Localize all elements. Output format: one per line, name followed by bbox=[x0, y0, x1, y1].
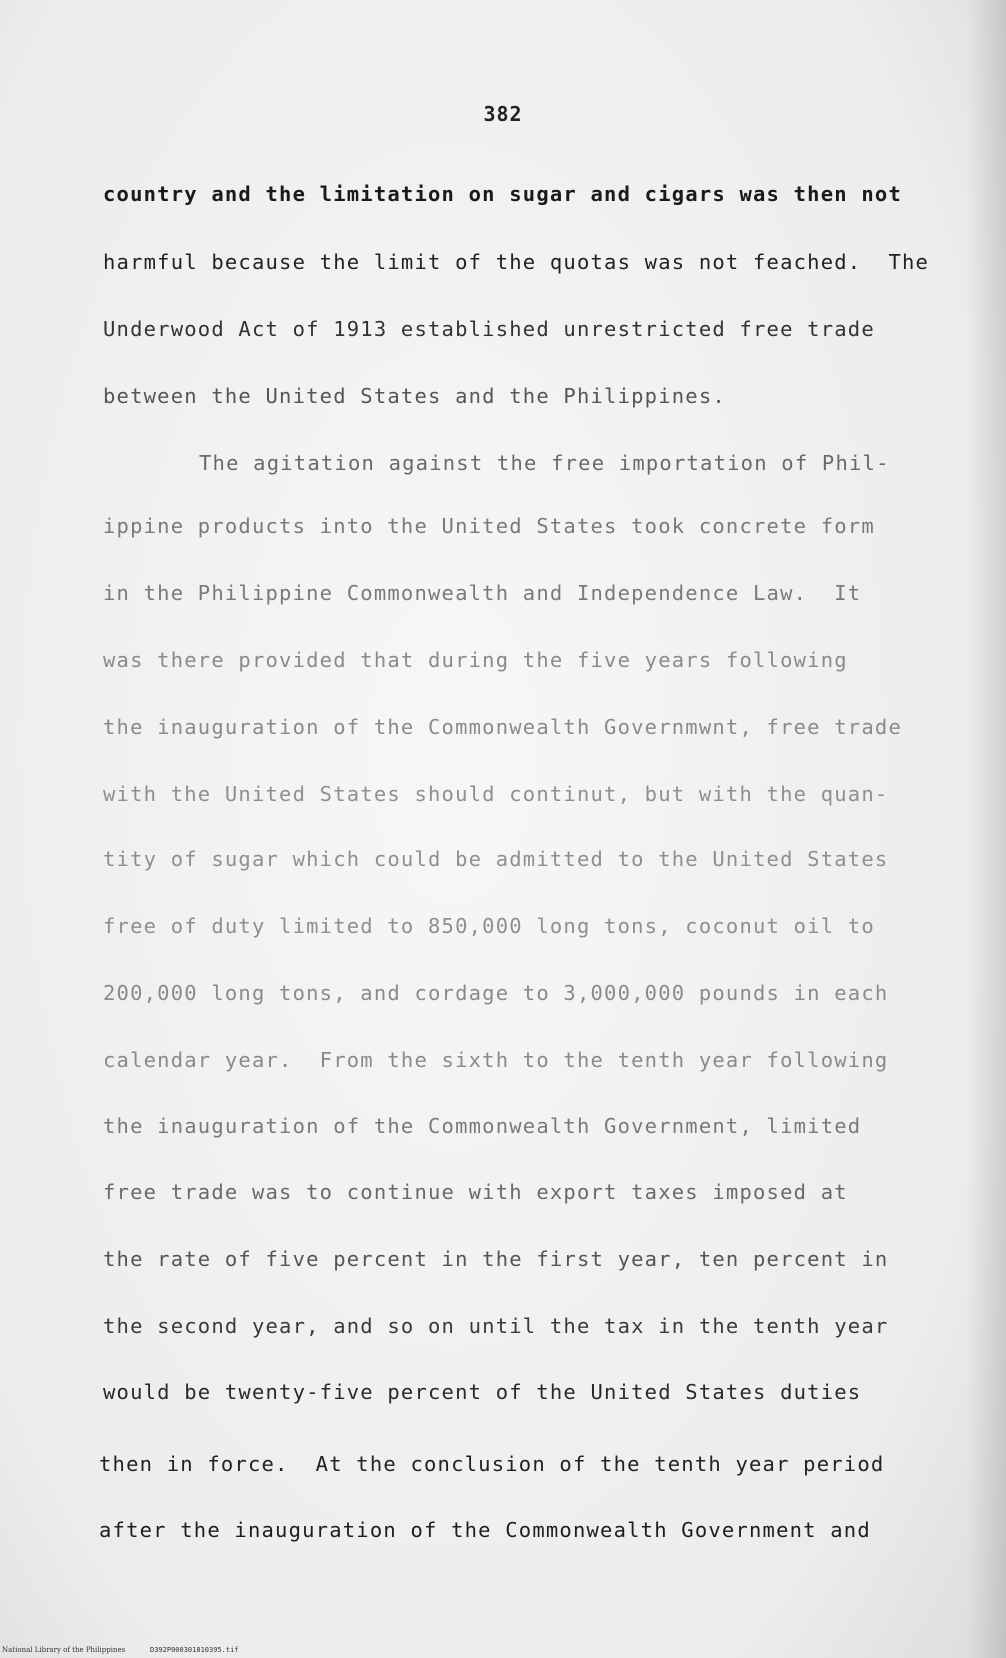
text-line: the rate of five percent in the first year, ten percent in bbox=[103, 1247, 889, 1271]
text-line: the inauguration of the Commonwealth Government, limited bbox=[103, 1114, 862, 1138]
text-line: calendar year. From the sixth to the tenth year following bbox=[103, 1048, 889, 1072]
text-line: with the United States should continut, but with the quan- bbox=[103, 782, 889, 806]
text-line: would be twenty-five percent of the United States duties bbox=[103, 1380, 862, 1404]
text-line: harmful because the limit of the quotas was not feached. The bbox=[103, 250, 930, 274]
text-line: ippine products into the United States took concrete form bbox=[103, 514, 875, 538]
page-number: 382 bbox=[483, 102, 523, 126]
text-line: in the Philippine Commonwealth and Independence Law. It bbox=[103, 581, 862, 605]
text-line: the second year, and so on until the tax in the tenth year bbox=[103, 1314, 889, 1338]
text-line: then in force. At the conclusion of the tenth year period bbox=[99, 1452, 885, 1476]
text-line: 200,000 long tons, and cordage to 3,000,000 pounds in each bbox=[103, 981, 889, 1005]
text-line: tity of sugar which could be admitted to the United States bbox=[103, 847, 889, 871]
text-line: country and the limitation on sugar and cigars was then not bbox=[103, 182, 902, 206]
text-line: Underwood Act of 1913 established unrestricted free trade bbox=[103, 317, 875, 341]
text-line: after the inauguration of the Commonwealth Government and bbox=[99, 1518, 871, 1542]
text-line: free trade was to continue with export taxes imposed at bbox=[103, 1180, 848, 1204]
text-line: was there provided that during the five years following bbox=[103, 648, 848, 672]
text-line: free of duty limited to 850,000 long tons, coconut oil to bbox=[103, 914, 875, 938]
text-line: the inauguration of the Commonwealth Governmwnt, free trade bbox=[103, 715, 902, 739]
footer-source: National Library of the Philippines bbox=[2, 1646, 126, 1654]
text-line: The agitation against the free importation of Phil- bbox=[199, 451, 890, 475]
footer-file-code: D392P000301810395.tif bbox=[150, 1646, 239, 1654]
text-line: between the United States and the Philippines. bbox=[103, 384, 726, 408]
